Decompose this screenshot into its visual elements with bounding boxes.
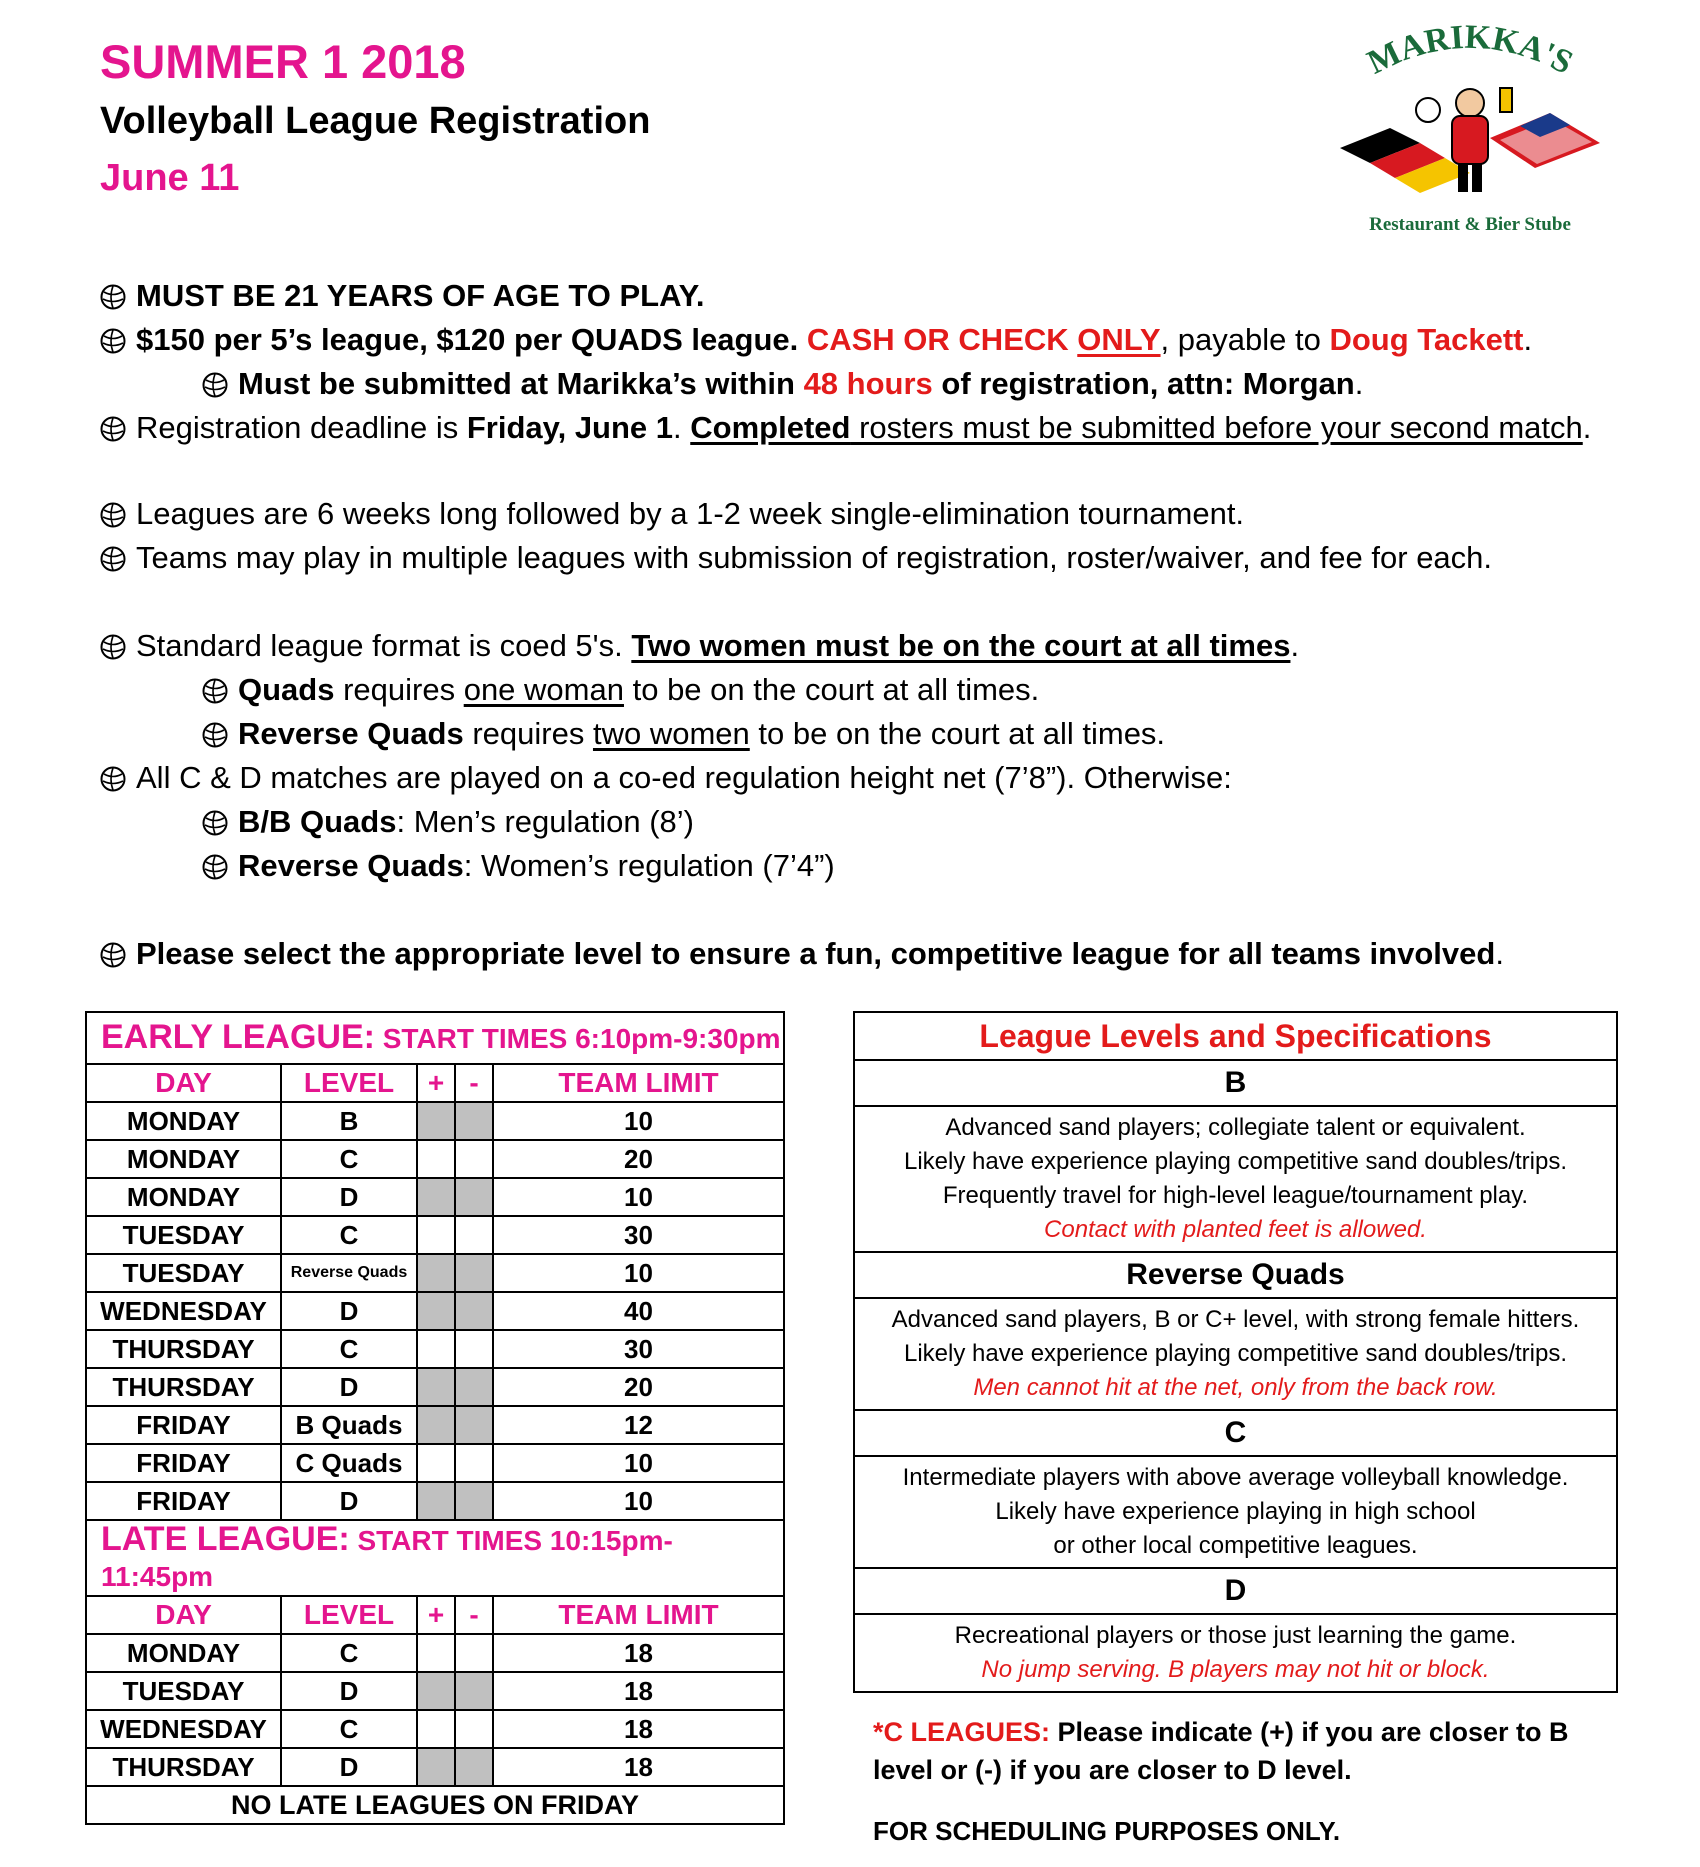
level-name: Reverse Quads <box>854 1252 1617 1298</box>
level-description <box>854 1106 1617 1252</box>
table-row <box>86 1368 784 1406</box>
volleyball-bullet-icon <box>202 678 228 704</box>
day-cell: FRIDAY <box>86 1482 281 1520</box>
bullet-net: All C & D matches are played on a co-ed regulation height net (7’8”). Otherwise: <box>100 758 1232 798</box>
column-header: + <box>417 1596 455 1634</box>
late-league-label: LATE LEAGUE: <box>101 1520 350 1558</box>
marikkas-logo <box>1320 18 1620 238</box>
level-rule-note: No jump serving. B players may not hit or block. <box>981 1656 1490 1683</box>
level-cell: D <box>281 1178 417 1216</box>
team-limit-cell: 18 <box>493 1634 784 1672</box>
bullet-multi: Teams may play in multiple leagues with submission of registration, roster/waiver, and fee for each. <box>100 538 1492 578</box>
day-cell: WEDNESDAY <box>86 1292 281 1330</box>
c-league-note <box>873 1713 1613 1789</box>
early-column-headers <box>86 1064 784 1102</box>
late-column-headers <box>86 1596 784 1634</box>
volleyball-bullet-icon <box>202 372 228 398</box>
level-name: D <box>854 1568 1617 1614</box>
level-rule-note: Men cannot hit at the net, only from the back row. <box>973 1374 1498 1401</box>
plus-checkbox-cell[interactable] <box>417 1444 455 1482</box>
bullet-format: Standard league format is coed 5's. Two women must be on the court at all times. <box>100 626 1299 666</box>
late-league-footer <box>86 1786 784 1824</box>
volleyball-bullet-icon <box>202 810 228 836</box>
c-league-text: Please indicate (+) if you are closer to B level or (-) if you are closer to D level. <box>873 1717 1569 1785</box>
early-league-times: START TIMES 6:10pm-9:30pm <box>374 1023 781 1054</box>
minus-checkbox-cell <box>455 1102 493 1140</box>
minus-checkbox-cell <box>455 1368 493 1406</box>
page-subtitle: Volleyball League Registration <box>100 100 651 142</box>
level-cell: Reverse Quads <box>281 1254 417 1292</box>
minus-checkbox-cell <box>455 1254 493 1292</box>
league-schedule-table <box>85 1011 785 1825</box>
column-header: + <box>417 1064 455 1102</box>
plus-checkbox-cell[interactable] <box>417 1140 455 1178</box>
level-cell: C <box>281 1634 417 1672</box>
levels-heading: League Levels and Specifications <box>854 1012 1617 1060</box>
volleyball-bullet-icon <box>100 546 126 572</box>
column-header: LEVEL <box>281 1596 417 1634</box>
team-limit-cell: 40 <box>493 1292 784 1330</box>
level-cell: B <box>281 1102 417 1140</box>
day-cell: THURSDAY <box>86 1330 281 1368</box>
late-league-header <box>86 1520 784 1596</box>
level-description-line: Likely have experience playing competitive sand doubles/trips. <box>903 1340 1568 1367</box>
team-limit-cell: 10 <box>493 1444 784 1482</box>
level-description-line: Advanced sand players, B or C+ level, with strong female hitters. <box>891 1306 1580 1333</box>
bullet-submit: Must be submitted at Marikka’s within 48 hours of registration, attn: Morgan. <box>202 364 1363 404</box>
day-cell: MONDAY <box>86 1178 281 1216</box>
bullet-reverse-quads: Reverse Quads requires two women to be on the court at all times. <box>202 714 1165 754</box>
volleyball-bullet-icon <box>100 634 126 660</box>
team-limit-cell: 20 <box>493 1140 784 1178</box>
column-header: - <box>455 1064 493 1102</box>
bullet-fee: $150 per 5’s league, $120 per QUADS league. CASH OR CHECK ONLY, payable to Doug Tackett. <box>100 320 1532 360</box>
minus-checkbox-cell <box>455 1482 493 1520</box>
volleyball-bullet-icon <box>100 416 126 442</box>
volleyball-bullet-icon <box>100 766 126 792</box>
day-cell: WEDNESDAY <box>86 1710 281 1748</box>
level-description <box>854 1614 1617 1692</box>
plus-checkbox-cell <box>417 1178 455 1216</box>
bullet-quads: Quads requires one woman to be on the court at all times. <box>202 670 1039 710</box>
level-cell: D <box>281 1748 417 1786</box>
level-rule-note: Contact with planted feet is allowed. <box>1044 1216 1427 1243</box>
team-limit-cell: 10 <box>493 1102 784 1140</box>
minus-checkbox-cell[interactable] <box>455 1634 493 1672</box>
level-description-line: Frequently travel for high-level league/tournament play. <box>942 1182 1529 1209</box>
volleyball-icon <box>1416 98 1440 122</box>
minus-checkbox-cell[interactable] <box>455 1444 493 1482</box>
plus-checkbox-cell[interactable] <box>417 1710 455 1748</box>
column-header: TEAM LIMIT <box>493 1064 784 1102</box>
minus-checkbox-cell[interactable] <box>455 1710 493 1748</box>
day-cell: FRIDAY <box>86 1444 281 1482</box>
level-cell: C Quads <box>281 1444 417 1482</box>
level-cell: D <box>281 1292 417 1330</box>
level-cell: C <box>281 1710 417 1748</box>
minus-checkbox-cell[interactable] <box>455 1140 493 1178</box>
column-header: - <box>455 1596 493 1634</box>
table-row <box>86 1140 784 1178</box>
column-header: TEAM LIMIT <box>493 1596 784 1634</box>
plus-checkbox-cell <box>417 1102 455 1140</box>
bullet-age: MUST BE 21 YEARS OF AGE TO PLAY. <box>100 276 704 316</box>
level-description-line: Likely have experience playing in high school <box>995 1498 1476 1525</box>
minus-checkbox-cell <box>455 1178 493 1216</box>
no-late-friday-note: NO LATE LEAGUES ON FRIDAY <box>86 1786 784 1824</box>
table-row <box>86 1254 784 1292</box>
level-cell: D <box>281 1482 417 1520</box>
day-cell: TUESDAY <box>86 1216 281 1254</box>
bullet-select: Please select the appropriate level to ensure a fun, competitive league for all teams involved. <box>100 934 1504 974</box>
plus-checkbox-cell[interactable] <box>417 1216 455 1254</box>
minus-checkbox-cell[interactable] <box>455 1330 493 1368</box>
level-cell: C <box>281 1216 417 1254</box>
table-row <box>86 1710 784 1748</box>
level-description-line: Advanced sand players; collegiate talent or equivalent. <box>945 1114 1526 1141</box>
team-limit-cell: 30 <box>493 1330 784 1368</box>
column-header: DAY <box>86 1596 281 1634</box>
level-cell: C <box>281 1330 417 1368</box>
minus-checkbox-cell <box>455 1748 493 1786</box>
table-row <box>86 1634 784 1672</box>
minus-checkbox-cell <box>455 1406 493 1444</box>
plus-checkbox-cell <box>417 1292 455 1330</box>
level-description-line: or other local competitive leagues. <box>1053 1532 1418 1559</box>
level-description-line: Likely have experience playing competitive sand doubles/trips. <box>903 1148 1568 1175</box>
plus-checkbox-cell <box>417 1748 455 1786</box>
level-cell: D <box>281 1368 417 1406</box>
table-row <box>86 1102 784 1140</box>
bullet-bb-quads: B/B Quads: Men’s regulation (8’) <box>202 802 694 842</box>
league-date: June 11 <box>100 157 240 199</box>
volleyball-bullet-icon <box>100 328 126 354</box>
plus-checkbox-cell <box>417 1406 455 1444</box>
team-limit-cell: 18 <box>493 1672 784 1710</box>
level-cell: D <box>281 1672 417 1710</box>
volleyball-bullet-icon <box>202 854 228 880</box>
level-description <box>854 1456 1617 1568</box>
level-name: B <box>854 1060 1617 1106</box>
plus-checkbox-cell <box>417 1672 455 1710</box>
early-league-header <box>86 1012 784 1064</box>
team-limit-cell: 18 <box>493 1710 784 1748</box>
team-limit-cell: 12 <box>493 1406 784 1444</box>
team-limit-cell: 20 <box>493 1368 784 1406</box>
league-levels-table <box>853 1011 1618 1693</box>
table-row <box>86 1672 784 1710</box>
page-title: SUMMER 1 2018 <box>100 35 466 88</box>
plus-checkbox-cell <box>417 1368 455 1406</box>
level-cell: C <box>281 1140 417 1178</box>
plus-checkbox-cell <box>417 1254 455 1292</box>
scheduling-note: FOR SCHEDULING PURPOSES ONLY. <box>873 1816 1341 1846</box>
team-limit-cell: 10 <box>493 1254 784 1292</box>
column-header: LEVEL <box>281 1064 417 1102</box>
column-header: DAY <box>86 1064 281 1102</box>
day-cell: TUESDAY <box>86 1672 281 1710</box>
bullet-deadline: Registration deadline is Friday, June 1. Completed rosters must be submitted before your second match. <box>100 408 1591 448</box>
minus-checkbox-cell <box>455 1672 493 1710</box>
table-row <box>86 1748 784 1786</box>
day-cell: THURSDAY <box>86 1368 281 1406</box>
plus-checkbox-cell[interactable] <box>417 1330 455 1368</box>
day-cell: MONDAY <box>86 1634 281 1672</box>
team-limit-cell: 10 <box>493 1482 784 1520</box>
table-row <box>86 1330 784 1368</box>
table-row <box>86 1292 784 1330</box>
bullet-rq-net: Reverse Quads: Women’s regulation (7’4”) <box>202 846 835 886</box>
team-limit-cell: 30 <box>493 1216 784 1254</box>
level-name: C <box>854 1410 1617 1456</box>
level-description-line: Recreational players or those just learning the game. <box>954 1622 1517 1649</box>
volleyball-bullet-icon <box>100 942 126 968</box>
late-league-times: START TIMES 10:15pm-11:45pm <box>101 1525 673 1592</box>
volleyball-bullet-icon <box>100 284 126 310</box>
logo-tagline: Restaurant & Bier Stube <box>1369 214 1571 235</box>
day-cell: MONDAY <box>86 1102 281 1140</box>
table-row <box>86 1406 784 1444</box>
day-cell: MONDAY <box>86 1140 281 1178</box>
level-cell: B Quads <box>281 1406 417 1444</box>
team-limit-cell: 18 <box>493 1748 784 1786</box>
plus-checkbox-cell[interactable] <box>417 1634 455 1672</box>
table-row <box>86 1444 784 1482</box>
volleyball-bullet-icon <box>202 722 228 748</box>
c-league-label: *C LEAGUES: <box>873 1717 1051 1747</box>
plus-checkbox-cell <box>417 1482 455 1520</box>
table-row <box>86 1178 784 1216</box>
bullet-weeks: Leagues are 6 weeks long followed by a 1-2 week single-elimination tournament. <box>100 494 1244 534</box>
volleyball-bullet-icon <box>100 502 126 528</box>
minus-checkbox-cell[interactable] <box>455 1216 493 1254</box>
table-row <box>86 1216 784 1254</box>
early-league-label: EARLY LEAGUE: <box>101 1018 375 1056</box>
table-row <box>86 1482 784 1520</box>
level-description-line: Intermediate players with above average volleyball knowledge. <box>902 1464 1569 1491</box>
team-limit-cell: 10 <box>493 1178 784 1216</box>
minus-checkbox-cell <box>455 1292 493 1330</box>
level-description <box>854 1298 1617 1410</box>
day-cell: TUESDAY <box>86 1254 281 1292</box>
day-cell: THURSDAY <box>86 1748 281 1786</box>
day-cell: FRIDAY <box>86 1406 281 1444</box>
logo-name-text: MARIKKA'S <box>1361 18 1579 82</box>
